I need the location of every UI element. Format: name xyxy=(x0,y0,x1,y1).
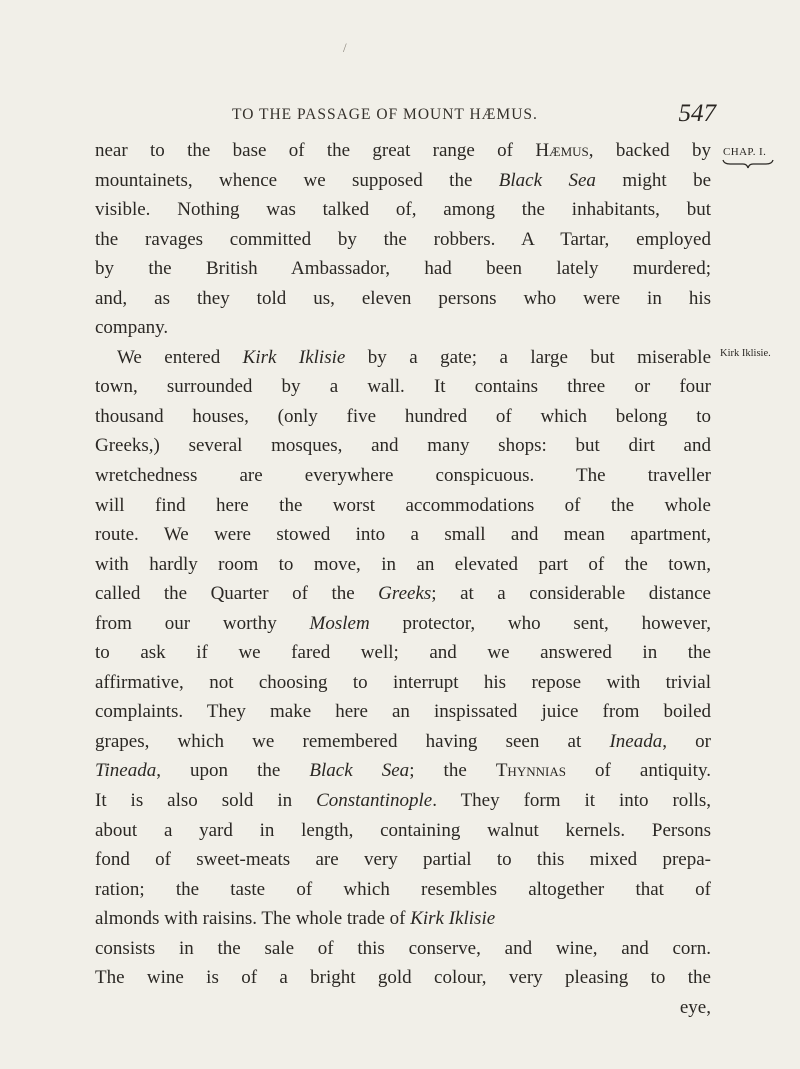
text-line xyxy=(95,579,711,609)
body-text xyxy=(95,136,711,1022)
text-line xyxy=(95,756,711,786)
text-run: protector, who sent, however, xyxy=(369,612,711,634)
text-run: and, as they told us, eleven persons who were in his xyxy=(95,287,711,309)
text-run: eye, xyxy=(679,996,711,1018)
text-run: , backed by xyxy=(588,140,711,161)
text-line xyxy=(95,520,711,550)
text-line xyxy=(95,668,711,698)
italic-text: Ineada xyxy=(609,730,663,752)
text-run: ; at a considerable distance xyxy=(431,583,711,605)
text-run: almonds with raisins. The whole trade of xyxy=(95,908,411,930)
text-run: will find here the worst accommodations of the whole xyxy=(95,494,711,516)
text-run: affirmative, not choosing to interrupt his repose with trivial xyxy=(95,671,711,693)
text-run: mountainets, whence we supposed the xyxy=(95,169,499,191)
text-line xyxy=(95,904,711,934)
text-run: fond of sweet-meats are very partial to this mixed prepa- xyxy=(95,849,711,871)
text-line xyxy=(95,225,711,255)
text-run: the ravages committed by the robbers. A Tartar, employed xyxy=(95,228,711,250)
margin-note: Kirk Iklisie. xyxy=(720,348,771,359)
text-line xyxy=(95,638,711,668)
text-run: from our worthy xyxy=(95,612,310,634)
text-run: by a gate; a large but miserable xyxy=(345,346,712,368)
text-run: It is also sold in xyxy=(95,790,317,812)
text-line xyxy=(95,461,711,491)
italic-text: Greeks xyxy=(378,583,432,605)
text-run: near to the base of the great range of xyxy=(95,140,536,161)
text-line xyxy=(95,491,711,521)
text-run: ; the xyxy=(409,760,496,782)
italic-text: Kirk Iklisie xyxy=(242,346,346,368)
text-line xyxy=(95,431,711,461)
text-run: wretchedness are everywhere conspicuous. The traveller xyxy=(95,465,711,487)
text-line xyxy=(95,343,711,373)
text-line xyxy=(95,727,711,757)
italic-text: Constantinople xyxy=(316,790,433,812)
text-run: grapes, which we remembered having seen at xyxy=(95,730,610,752)
text-run: , or xyxy=(662,730,711,752)
text-line xyxy=(95,816,711,846)
stray-mark: / xyxy=(343,40,347,55)
text-line xyxy=(95,166,711,196)
text-line xyxy=(95,609,711,639)
text-run: ration; the taste of which resembles altogether that of xyxy=(95,878,711,900)
text-line xyxy=(95,786,711,816)
text-run: consists in the sale of this conserve, and wine, and corn. xyxy=(95,937,711,959)
text-line xyxy=(95,313,711,343)
brace-icon xyxy=(721,158,775,170)
italic-text: Moslem xyxy=(309,612,370,634)
text-run: called the Quarter of the xyxy=(95,583,379,605)
chapter-label: CHAP. I. xyxy=(723,146,767,158)
text-run: We entered xyxy=(117,346,243,368)
text-line xyxy=(95,284,711,314)
text-line xyxy=(95,136,711,166)
small-caps-text: Hæmus xyxy=(535,140,589,161)
text-line xyxy=(95,697,711,727)
text-run: town, surrounded by a wall. It contains three or four xyxy=(95,376,711,398)
text-line xyxy=(95,875,711,905)
text-line xyxy=(95,993,711,1023)
text-line xyxy=(95,254,711,284)
text-line xyxy=(95,195,711,225)
text-run: thousand houses, (only five hundred of which belong to xyxy=(95,405,711,427)
text-line xyxy=(95,402,711,432)
italic-text: Kirk Iklisie xyxy=(410,908,496,930)
text-run: Greeks,) several mosques, and many shops: but dirt and xyxy=(95,435,711,457)
italic-text: Black Sea xyxy=(309,760,410,782)
italic-text: Tineada xyxy=(95,760,157,782)
text-line xyxy=(95,963,711,993)
text-line xyxy=(95,845,711,875)
text-run: might be xyxy=(595,169,711,191)
running-title: TO THE PASSAGE OF MOUNT HÆMUS. xyxy=(232,106,538,123)
text-run: with hardly room to move, in an elevated part of the town, xyxy=(95,553,711,575)
text-line xyxy=(95,550,711,580)
page-number: 547 xyxy=(678,100,716,127)
small-caps-text: Thynnias xyxy=(495,760,566,782)
text-run: company. xyxy=(95,317,169,339)
text-run: The wine is of a bright gold colour, very pleasing to the xyxy=(95,967,711,989)
text-line xyxy=(95,372,711,402)
text-run: , upon the xyxy=(156,760,310,782)
text-run: complaints. They make here an inspissated juice from boiled xyxy=(95,701,711,723)
text-run: about a yard in length, containing walnut kernels. Persons xyxy=(95,819,711,841)
text-run: route. We were stowed into a small and mean apartment, xyxy=(95,524,711,546)
text-run: to ask if we fared well; and we answered in the xyxy=(95,642,711,664)
text-run: of antiquity. xyxy=(565,760,711,782)
italic-text: Black Sea xyxy=(498,169,596,191)
text-line xyxy=(95,934,711,964)
text-run: . They form it into rolls, xyxy=(432,790,711,812)
text-run: by the British Ambassador, had been lately murdered; xyxy=(95,258,711,280)
text-run: visible. Nothing was talked of, among the inhabitants, but xyxy=(95,199,711,221)
